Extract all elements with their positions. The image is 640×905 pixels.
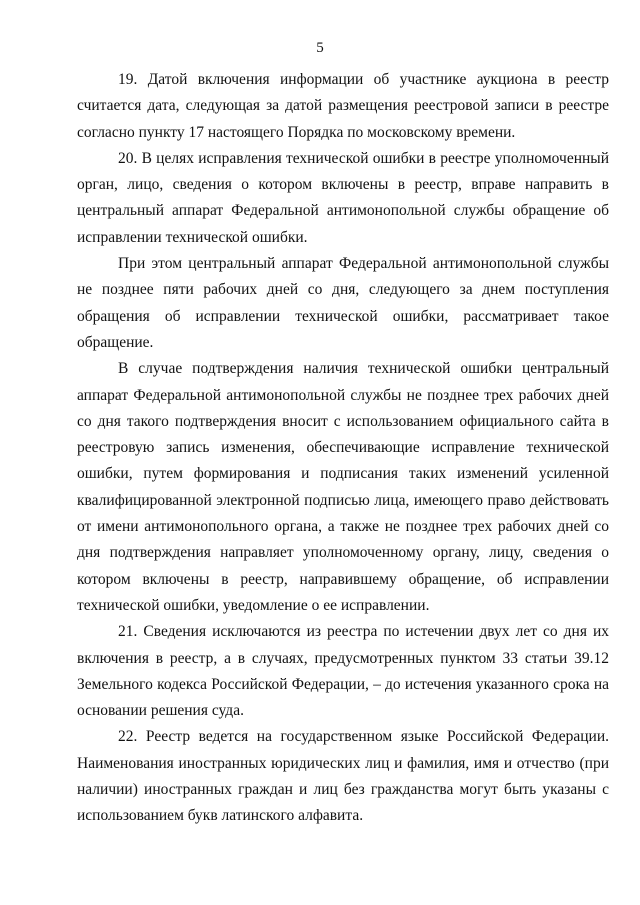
paragraph-19: 19. Датой включения информации об участнике аукциона в реестр считается дата, следующая за датой размещения реестровой записи в реестре согласно пункту 17 настоящего Порядка по московскому времени. xyxy=(77,71,609,141)
paragraph-20-review: При этом центральный аппарат Федеральной антимонопольной службы не позднее пяти рабочих дней со дня, следующего за днем поступления обращения об исправлении технической ошибки, рассматривает такое обращение. xyxy=(77,255,609,351)
paragraph-20-correction: В случае подтверждения наличия технической ошибки центральный аппарат Федеральной антимонопольной службы не позднее трех рабочих дней со дня такого подтверждения вносит с использованием официального сайта в реестровую запись изменения, обеспечивающие исправление технической ошибки, путем формирования и подписания таких изменений усиленной квалифицированной электронной подписью лица, имеющего право действовать от имени антимонопольного органа, а также не позднее трех рабочих дней со дня подтверждения направляет уполномоченному органу, лицу, сведения о котором включены в реестр, направившему обращение, об исправлении технической ошибки, уведомление о ее исправлении. xyxy=(77,360,609,614)
paragraph-20: 20. В целях исправления технической ошибки в реестре уполномоченный орган, лицо, сведения о котором включены в реестр, вправе направить в центральный аппарат Федеральной антимонопольной службы обращение об исправлении технической ошибки. xyxy=(77,149,609,246)
page-number: 5 xyxy=(316,40,324,56)
document-body xyxy=(77,67,609,830)
paragraph-21: 21. Сведения исключаются из реестра по истечении двух лет со дня их включения в реестр, а в случаях, предусмотренных пунктом 33 статьи 39.12 Земельного кодекса Российской Федерации, – до истечения указанного срока на основании решения суда. xyxy=(77,623,609,720)
paragraph-22: 22. Реестр ведется на государственном языке Российской Федерации. Наименования иностранных юридических лиц и фамилия, имя и отчество (при наличии) иностранных граждан и лиц без гражданства могут быть указаны с использованием букв латинского алфавита. xyxy=(77,728,609,825)
